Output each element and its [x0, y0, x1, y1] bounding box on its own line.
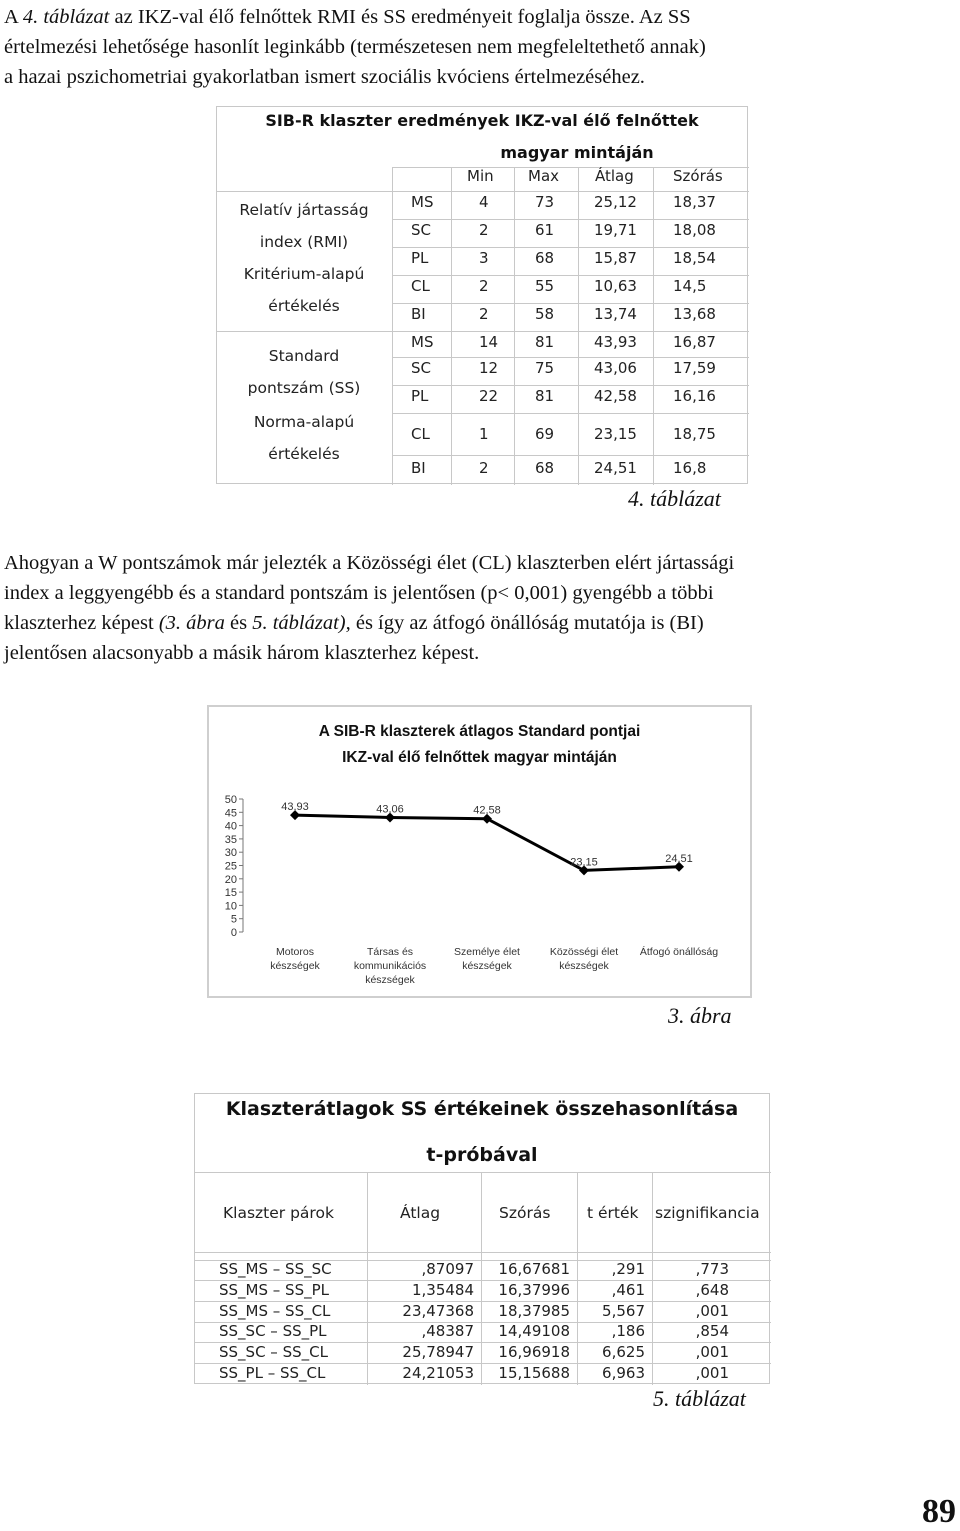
table-cell: 2	[479, 277, 489, 295]
y-tick-label: 10	[224, 900, 237, 913]
x-category-label: Közösségi élet	[549, 946, 619, 958]
table-cell: 55	[535, 277, 555, 295]
table-cell: 4	[479, 193, 489, 211]
y-tick-label: 0	[230, 927, 237, 939]
table-cell: 3	[479, 249, 489, 267]
table-cell: ,461	[611, 1281, 645, 1299]
row-group-label: értékelés	[268, 445, 340, 463]
y-tick-label: 15	[224, 887, 237, 900]
table-row-label: SS_MS – SS_PL	[219, 1281, 329, 1299]
table-row-label: SC	[411, 221, 431, 239]
table-cell: 73	[535, 193, 555, 211]
row-group-label: pontszám (SS)	[247, 379, 361, 397]
table-reference: 5. táblázat),	[252, 612, 351, 634]
table-row-label: MS	[411, 333, 434, 351]
column-header: Szórás	[673, 167, 723, 185]
data-label: 42,58	[473, 804, 501, 817]
table-cell: 6,963	[602, 1364, 645, 1382]
chart-title: A SIB-R klaszterek átlagos Standard pontjai	[318, 723, 641, 740]
row-group-label: Standard	[268, 347, 340, 365]
table-cell: ,186	[611, 1322, 645, 1340]
y-tick-label: 20	[224, 873, 237, 886]
table-row-label: SC	[411, 359, 431, 377]
x-category-label: készségek	[270, 960, 320, 972]
y-tick-label: 30	[224, 847, 237, 860]
y-tick-label: 5	[230, 913, 237, 926]
table-cell: ,48387	[421, 1322, 474, 1340]
table-cell: 2	[479, 305, 489, 323]
table-reference: 4. táblázat	[22, 6, 110, 28]
x-category-label: Társas és	[366, 946, 414, 958]
column-header: Szórás	[499, 1204, 551, 1222]
x-category-label: készségek	[559, 960, 609, 972]
y-tick-label: 45	[224, 807, 237, 820]
table-row-label: MS	[411, 193, 434, 211]
table-row-label: SS_MS – SS_CL	[219, 1302, 331, 1320]
body-paragraph	[4, 548, 958, 668]
table-cell: 12	[479, 359, 499, 377]
table-cell: 75	[535, 359, 555, 377]
table-cell: ,001	[695, 1364, 729, 1382]
line-chart	[209, 707, 750, 996]
table-cell: 13,74	[594, 305, 637, 323]
column-header: szignifikancia	[655, 1204, 760, 1222]
body-text: Ahogyan a W pontszámok már jelezték a Közösségi élet (CL) klaszterben elért jártassági	[4, 552, 735, 574]
table-title: SIB-R klaszter eredmények IKZ-val élő felnőttek	[265, 111, 699, 130]
x-category-label: Személye élet	[454, 946, 520, 958]
table-4-caption: 4. táblázat	[628, 486, 721, 511]
column-header: Átlag	[595, 167, 634, 185]
table-5-caption: 5. táblázat	[653, 1386, 746, 1411]
figure-3-chart	[207, 705, 752, 998]
table-cell: 18,37985	[498, 1302, 570, 1320]
column-header: Klaszter párok	[223, 1204, 334, 1222]
y-tick-label: 50	[224, 794, 237, 806]
data-label: 43,06	[376, 803, 404, 816]
table-cell: 42,58	[594, 387, 637, 405]
body-text: és	[224, 612, 253, 634]
table-cell: ,001	[695, 1302, 729, 1320]
data-label: 43,93	[281, 801, 309, 814]
intro-text: értelmezési lehetősége hasonlít leginkább (természetesen nem megfeleltethető annak)	[4, 36, 706, 58]
table-cell: 5,567	[602, 1302, 645, 1320]
table-cell: ,87097	[421, 1260, 474, 1278]
table-cell: 43,93	[594, 333, 637, 351]
table-cell: 1,35484	[411, 1281, 474, 1299]
table-row-label: CL	[411, 277, 430, 295]
table-cell: 15,87	[594, 249, 637, 267]
body-text: és így az átfogó önállóság mutatója is (BI)	[350, 612, 704, 634]
x-category-label: Motoros	[276, 946, 314, 958]
table-row-label: SS_MS – SS_SC	[219, 1260, 332, 1278]
page-number: 89	[922, 1493, 956, 1530]
row-group-label: Kritérium-alapú	[243, 265, 365, 283]
intro-text: A	[4, 6, 23, 28]
x-category-label: kommunikációs	[353, 960, 427, 972]
column-header: Átlag	[400, 1204, 441, 1222]
table-row-label: BI	[411, 459, 426, 477]
intro-text: a hazai pszichometriai gyakorlatban ismert szociális kvóciens értelmezéséhez.	[4, 66, 645, 88]
table-cell: 81	[535, 387, 555, 405]
table-5	[194, 1093, 770, 1384]
table-cell: 22	[479, 387, 499, 405]
table-cell: 16,16	[673, 387, 716, 405]
table-cell: 81	[535, 333, 555, 351]
table-cell: 16,37996	[498, 1281, 570, 1299]
table-cell: 23,15	[594, 425, 637, 443]
table-row-label: PL	[411, 249, 429, 267]
table-row-label: SS_SC – SS_CL	[219, 1343, 328, 1361]
table-row-label: BI	[411, 305, 426, 323]
table-cell: 10,63	[594, 277, 637, 295]
table-cell: 14	[479, 333, 499, 351]
data-label: 24,51	[665, 852, 693, 865]
table-cell: 25,78947	[402, 1343, 474, 1361]
figure-reference: (3. ábra	[158, 612, 225, 634]
table-row-label: SS_PL – SS_CL	[219, 1364, 326, 1382]
table-cell: ,291	[611, 1260, 645, 1278]
row-group-label: értékelés	[268, 297, 340, 315]
table-cell: 18,75	[673, 425, 716, 443]
table-cell: ,773	[695, 1260, 729, 1278]
intro-paragraph	[4, 2, 958, 92]
y-tick-label: 35	[224, 833, 237, 846]
table-cell: 14,5	[673, 277, 707, 295]
table-cell: 2	[479, 459, 489, 477]
data-label: 23,15	[570, 856, 598, 869]
table-cell: 16,96918	[498, 1343, 570, 1361]
table-cell: ,854	[695, 1322, 729, 1340]
table-cell: 68	[535, 249, 555, 267]
x-category-label: Átfogó önállóság	[639, 946, 719, 958]
table-cell: 6,625	[602, 1343, 645, 1361]
table-cell: 18,08	[673, 221, 716, 239]
table-cell: 25,12	[594, 193, 637, 211]
row-group-label: Relatív jártasság	[239, 201, 369, 219]
row-group-label: Norma-alapú	[253, 413, 355, 431]
table-cell: 19,71	[594, 221, 637, 239]
table-cell: 15,15688	[498, 1364, 570, 1382]
table-cell: ,001	[695, 1343, 729, 1361]
table-cell: 61	[535, 221, 555, 239]
table-row-label: SS_SC – SS_PL	[219, 1322, 327, 1340]
table-cell: 14,49108	[498, 1322, 570, 1340]
chart-subtitle: IKZ-val élő felnőttek magyar mintáján	[342, 749, 617, 766]
column-header: Max	[528, 167, 560, 185]
table-cell: 24,51	[594, 459, 637, 477]
table-cell: 68	[535, 459, 555, 477]
table-cell: 23,47368	[402, 1302, 474, 1320]
column-header: Min	[467, 167, 494, 185]
table-cell: 16,8	[673, 459, 707, 477]
figure-3-caption: 3. ábra	[668, 1003, 732, 1028]
intro-text: az IKZ-val élő felnőttek RMI és SS eredményeit foglalja össze. Az SS	[109, 6, 691, 28]
body-text: jelentősen alacsonyabb a másik három klaszterhez képest.	[4, 642, 480, 664]
column-header: t érték	[587, 1204, 639, 1222]
table-4	[216, 106, 748, 484]
table-title: Klaszterátlagok SS értékeinek összehasonlítása	[225, 1098, 739, 1120]
table-cell: 2	[479, 221, 489, 239]
x-category-label: készségek	[462, 960, 512, 972]
table-cell: 43,06	[594, 359, 637, 377]
table-cell: 18,37	[673, 193, 716, 211]
table-row-label: CL	[411, 425, 430, 443]
table-cell: 58	[535, 305, 555, 323]
table-cell: 16,67681	[498, 1260, 570, 1278]
table-cell: 13,68	[673, 305, 716, 323]
row-group-label: index (RMI)	[259, 233, 349, 251]
table-subtitle: t-próbával	[426, 1144, 538, 1166]
x-category-label: készségek	[365, 974, 415, 986]
table-row-label: PL	[411, 387, 429, 405]
y-tick-label: 25	[224, 860, 237, 873]
y-tick-label: 40	[224, 820, 237, 833]
table-cell: 16,87	[673, 333, 716, 351]
table-cell: 18,54	[673, 249, 716, 267]
table-cell: 24,21053	[402, 1364, 474, 1382]
table-subtitle: magyar mintáján	[500, 143, 654, 162]
table-cell: 69	[535, 425, 555, 443]
table-cell: 1	[479, 425, 489, 443]
body-text: klaszterhez képest	[4, 612, 159, 634]
body-text: index a leggyengébb és a standard pontszám is jelentősen (p< 0,001) gyengébb a többi	[4, 582, 714, 604]
table-cell: 17,59	[673, 359, 716, 377]
table-cell: ,648	[695, 1281, 729, 1299]
